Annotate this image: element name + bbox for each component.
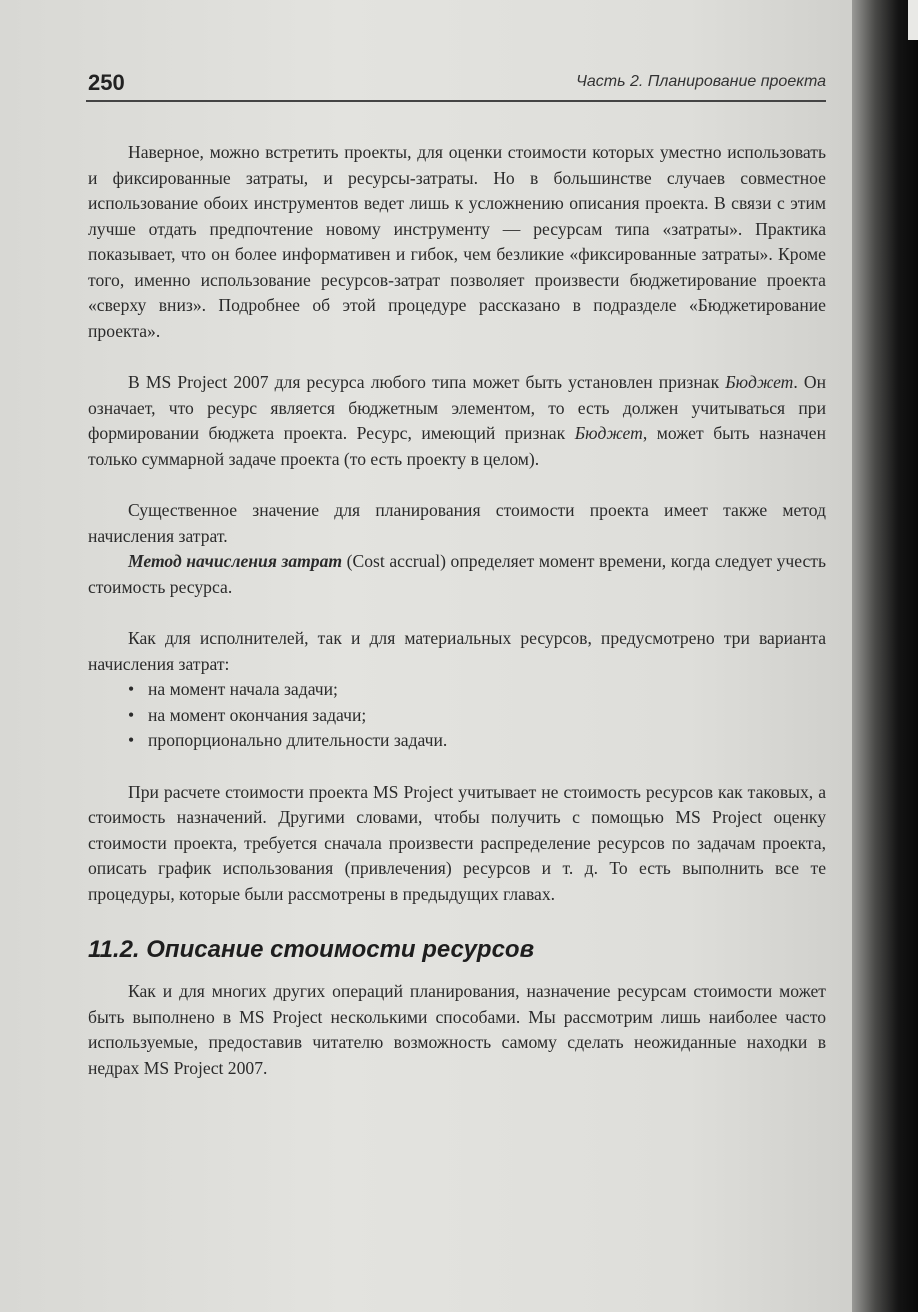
bullet-icon: • <box>128 679 135 699</box>
paragraph-gap <box>88 600 826 626</box>
list-item-text: на момент начала задачи; <box>148 679 338 699</box>
list-item <box>88 703 826 729</box>
list-item-text: на момент окончания задачи; <box>148 704 367 725</box>
running-head: Часть 2. Планирование проекта <box>576 73 826 90</box>
paragraph-2-part-2: . Он означает, что ресурс является бюджетным элементом, то есть должен учитываться при формировании бюджета проекта. Ресурс, имеющий признак <box>88 372 826 443</box>
paragraph-4-rest: (Cost accrual) определяет момент времени, когда следует учесть стоимость ресурса. <box>88 551 826 597</box>
bullet-icon: • <box>128 730 135 750</box>
paragraph-gap <box>88 754 826 780</box>
list-item <box>88 677 826 703</box>
paragraph-5: Как для исполнителей, так и для материальных ресурсов, предусмотрено три варианта начисления затрат: <box>88 628 826 674</box>
page-number: 250 <box>88 70 125 95</box>
paragraph-gap <box>88 344 826 370</box>
paragraph-4 <box>88 549 826 600</box>
bullet-icon: • <box>128 704 135 725</box>
paragraph-6: При расчете стоимости проекта MS Project учитывает не стоимость ресурсов как таковых, а стоимость назначений. Другими словами, чтобы получить с помощью MS Project оценку стоимости проекта, требуется сначала произвести распределение ресурсов по задачам проекта, описать график использования (привлечения) ресурсов и т. д. То есть выполнить все те процедуры, которые были рассмотрены в предыдущих главах. <box>88 781 826 904</box>
budget-flag-term-2: Бюджет <box>574 423 643 443</box>
paragraph-1: Наверное, можно встретить проекты, для оценки стоимости которых уместно использовать и фиксированные затраты, и ресурсы-затраты. Но в большинстве случаев совместное использование обоих инструментов ведет лишь к усложнению описания проекта. В связи с этим лучше отдать предпочтение новому инструменту — ресурсам типа «затраты». Практика показывает, что он более информативен и гибок, чем безликие «фиксированные затраты». Кроме того, именно использование ресурсов-затрат позволяет произвести бюджетирование проекта «сверху вниз». Подробнее об этой процедуре рассказано в подразделе «Бюджетирование проекта». <box>88 142 826 341</box>
paragraph-2-part-1: В MS Project 2007 для ресурса любого типа может быть установлен признак <box>128 372 726 392</box>
paragraph-2 <box>88 370 826 472</box>
page-header <box>88 70 826 104</box>
page-corner <box>908 0 918 40</box>
header-rule <box>86 100 826 102</box>
paragraph-2-part-3: , может быть назначен только суммарной задаче проекта (то есть проекту в целом). <box>88 423 826 469</box>
book-binding-shadow <box>852 0 918 1312</box>
page-content <box>88 140 826 1081</box>
list-item-text: пропорционально длительности задачи. <box>148 730 448 750</box>
paragraph-7: Как и для многих других операций планирования, назначение ресурсам стоимости может быть выполнено в MS Project несколькими способами. Мы рассмотрим лишь наиболее часто используемые, предоставив читателю возможность самому сделать неожиданные находки в недрах MS Project 2007. <box>88 981 826 1078</box>
budget-flag-term: Бюджет <box>725 372 794 392</box>
paragraph-3: Существенное значение для планирования стоимости проекта имеет также метод начисления затрат. <box>88 500 826 546</box>
accrual-options-list <box>88 677 826 754</box>
cost-accrual-term: Метод начисления затрат <box>128 551 343 571</box>
paragraph-gap <box>88 472 826 498</box>
list-item <box>88 728 826 754</box>
section-heading: 11.2. Описание стоимости ресурсов <box>88 936 535 963</box>
